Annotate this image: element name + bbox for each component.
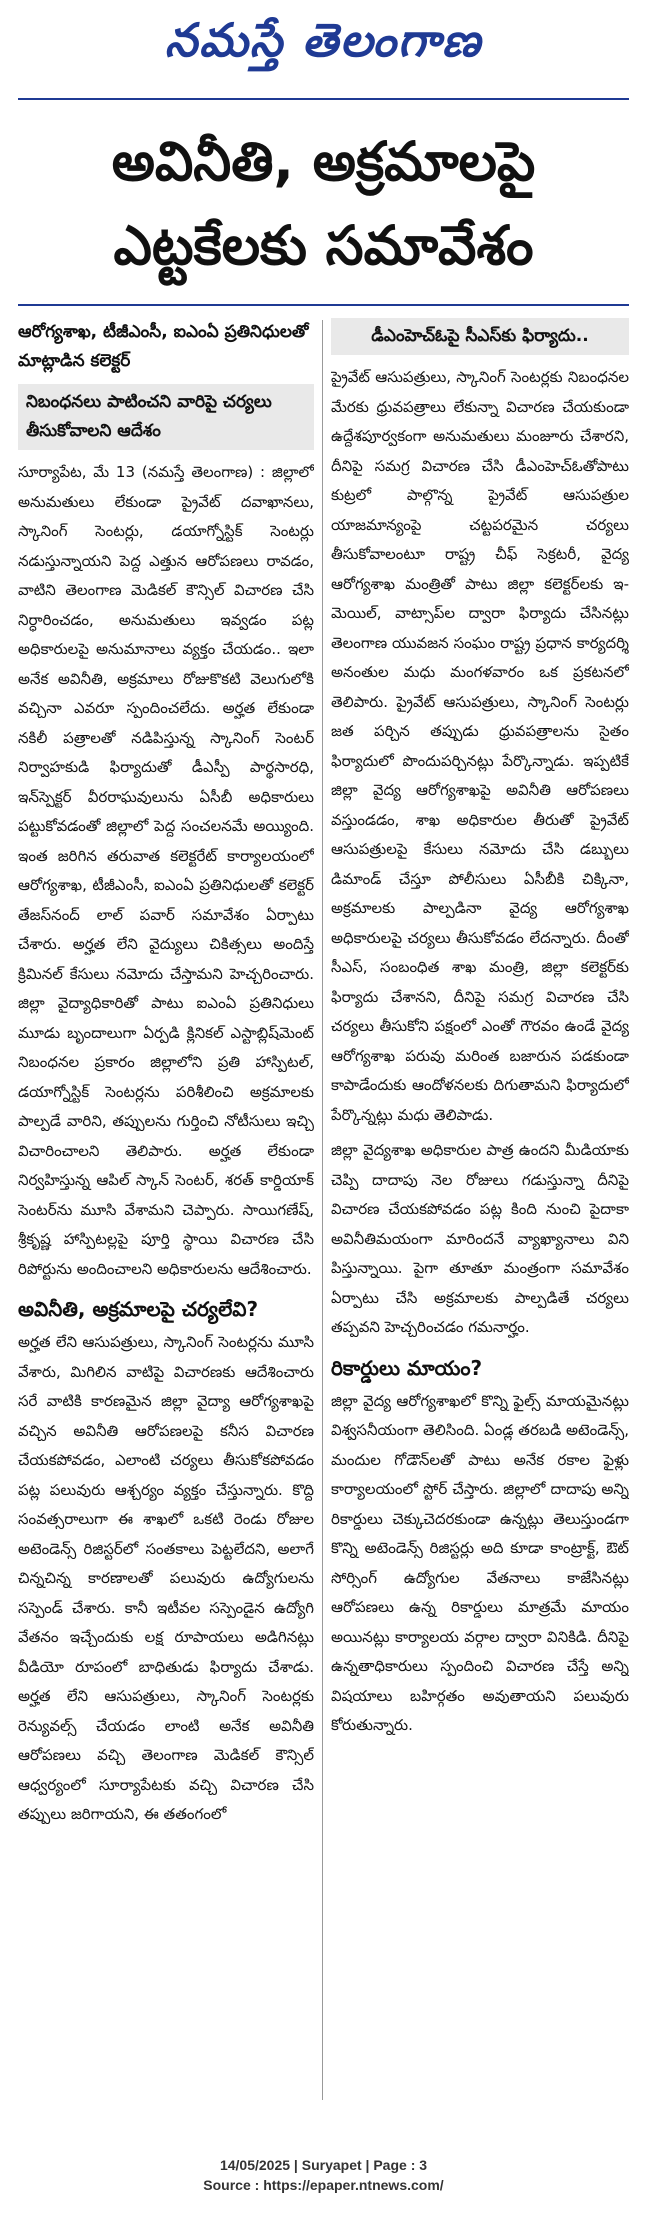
masthead-rule: [18, 98, 629, 100]
headline: [18, 120, 629, 288]
right-column: [331, 318, 629, 2150]
right-subhead-box: డీఎంహెచ్‌ఓపై సీఎస్‌కు ఫిర్యాదు..: [331, 318, 629, 355]
right-body-2: జిల్లా వైద్యశాఖ అధికారుల పాత్ర ఉందని మీడియాకు చెప్పి దాదాపు నెల రోజులు గడుస్తున్నా దీనిపై విచారణ చేయకపోవడం పట్ల కింది నుంచి పైదాకా అవినీతిమయంగా మారిందనే వ్యాఖ్యానాలు విని పిస్తున్నాయి. పైగా తూతూ మంత్రంగా సమావేశం ఏర్పాటు చేసి అక్రమాలకు పాల్పడితే చర్యలు తప్పవని హెచ్చరించడం గమనార్హం.: [331, 1141, 629, 1336]
right-body-3: జిల్లా వైద్య ఆరోగ్యశాఖలో కొన్ని ఫైల్స్ మాయమైనట్లు విశ్వసనీయంగా తెలిసింది. ఏండ్ల తరబడి అటెండెన్స్, మందుల గోడౌన్‌లతో పాటు అనేక రకాల ఫైళ్లు కార్యాలయంలో స్టోర్ చేస్తారు. జిల్లాలో దాదాపు అన్ని రికార్డులు చెక్కుచెదరకుండా ఉన్నట్లు తెలుస్తుండగా కొన్ని అటెండెన్స్ రిజిస్టర్లు అది కూడా కాంట్రాక్ట్, ఔట్ సోర్సింగ్ ఉద్యోగుల వేతనాలు కాజేసినట్లు ఆరోపణలు ఉన్న రికార్డులు మాత్రమే మాయం అయినట్లు కార్యాలయ వర్గాల ద్వారా వినికిడి. దీనిపై ఉన్నతాధికారులు స్పందించి విచారణ చేస్తే అన్ని విషయాలు బహిర్గతం అవుతాయని పలువురు కోరుతున్నారు.: [331, 1391, 629, 1734]
left-column: [18, 318, 314, 2150]
left-subhead: ఆరోగ్యశాఖ, టీజీఎంసీ, ఐఎంఏ ప్రతినిధులతో మాట్లాడిన కలెక్టర్: [18, 322, 309, 371]
left-section-heading: అవినీతి, అక్రమాలపై చర్యలేవి?: [18, 1297, 259, 1321]
footer: [0, 2155, 647, 2195]
right-body-1: ప్రైవేట్ ఆసుపత్రులు, స్కానింగ్ సెంటర్లకు నిబంధనల మేరకు ధ్రువపత్రాలు లేకున్నా విచారణ చేయకుండా ఉద్దేశపూర్వకంగా అనుమతులు మంజూరు చేశారని, దీనిపై సమగ్ర విచారణ చేసి డీఎంహెచ్‌ఓతోపాటు కుట్రలో పాల్గొన్న ప్రైవేట్ ఆసుపత్రుల యాజమాన్యంపై చట్టపరమైన చర్యలు తీసుకోవాలంటూ రాష్ట్ర చీఫ్ సెక్రటరీ, వైద్య ఆరోగ్యశాఖ మంత్రితో పాటు జిల్లా కలెక్టర్‌లకు ఇ-మెయిల్, వాట్సాప్‌ల ద్వారా ఫిర్యాదు చేసినట్లు తెలంగాణ యువజన సంఘం రాష్ట్ర ప్రధాన కార్యదర్శి అనంతుల మధు మంగళవారం ఒక ప్రకటనలో తెలిపారు. ప్రైవేట్ ఆసుపత్రులు, స్కానింగ్ సెంటర్లు జత పర్చిన తప్పుడు ధ్రువపత్రాలను సైతం ఫిర్యాదులో పొందుపర్చినట్లు పేర్కొన్నాడు. ఇప్పటికే జిల్లా వైద్య ఆరోగ్యశాఖపై అవినీతి ఆరోపణలు వస్తుండడం, శాఖ అధికారుల తీరుతో ప్రైవేట్ ఆసుపత్రులపై కేసులు నమోదు చేసి డబ్బులు డిమాండ్ చేస్తూ పోలీసులు ఏసీబీకి చిక్కినా, అక్రమాలకు పాల్పడినా వైద్య ఆరోగ్యశాఖ అధికారులపై చర్యలు తీసుకోవడం లేదన్నారు. దీంతో సీఎస్, సంబంధిత శాఖ మంత్రి, జిల్లా కలెక్టర్‌కు ఫిర్యాదు చేశానని, దీనిపై సమగ్ర విచారణ చేసి చర్యలు తీసుకోని పక్షంలో ఎంతో గౌరవం ఉండే వైద్య ఆరోగ్యశాఖ పరువు మరింత బజారున పడకుండా కాపాడేందుకు ఆందోళనలకు దిగుతామని ఫిర్యాదులో పేర్కొన్నట్లు మధు తెలిపాడు.: [331, 368, 629, 1124]
headline-line-1: అవినీతి, అక్రమాలపై: [111, 130, 536, 193]
left-subhead-box: నిబంధనలు పాటించని వారిపై చర్యలు తీసుకోవాలని ఆదేశం: [18, 384, 314, 450]
headline-line-2: ఎట్టకేలకు సమావేశం: [113, 214, 534, 277]
masthead-logo-text: నమస్తే తెలంగాణ: [164, 13, 483, 67]
footer-source: Source : https://epaper.ntnews.com/: [203, 2177, 444, 2193]
left-body-2: అర్హత లేని ఆసుపత్రులు, స్కానింగ్ సెంటర్లను మూసి వేశారు, మిగిలిన వాటిపై విచారణకు ఆదేశించారు సరే వాటికి కారణమైన జిల్లా వైద్యా ఆరోగ్యశాఖపై వచ్చిన అవినీతి ఆరోపణలపై కనీస విచారణ చేయకపోవడం, ఎలాంటి చర్యలు తీసుకోకపోవడం పట్ల పలువురు ఆశ్చర్యం వ్యక్తం చేస్తున్నారు. కొద్ది సంవత్సరాలుగా ఈ శాఖలో ఒకటి రెండు రోజుల అటెండెన్స్ రిజిస్టర్‌లో సంతకాలు పెట్టలేదని, అలాగే చిన్నచిన్న కారణాలతో పలువురు ఉద్యోగులను సస్పెండ్ చేశారు. కానీ ఇటీవల సస్పెండైన ఉద్యోగి వేతనం ఇచ్చేందుకు లక్ష రూపాయలు అడిగినట్లు వీడియో రూపంలో బాధితుడు ఫిర్యాదు చేశాడు. అర్హత లేని ఆసుపత్రులు, స్కానింగ్ సెంటర్లకు రెన్యువల్స్ చేయడం లాంటి అనేక అవినీతి ఆరోపణలు వచ్చి తెలంగాణ మెడికల్ కౌన్సిల్ ఆధ్వర్యంలో సూర్యాపేటకు వచ్చి విచారణ చేసి తప్పులు జరిగాయని, ఈ తతంగంలో: [18, 1333, 314, 1823]
right-section-heading: రికార్డులు మాయం?: [331, 1355, 483, 1380]
masthead: [0, 0, 647, 92]
footer-date-edition: 14/05/2025 | Suryapet | Page : 3: [219, 2157, 428, 2173]
headline-rule: [18, 304, 629, 306]
left-body-1: సూర్యాపేట, మే 13 (నమస్తే తెలంగాణ) : జిల్లాలో అనుమతులు లేకుండా ప్రైవేట్ దవాఖానలు, స్కానింగ్ సెంటర్లు, డయాగ్నోస్టిక్ సెంటర్లు నడుస్తున్నాయని పెద్ద ఎత్తున ఆరోపణలు రావడం, వాటిని తెలంగాణ మెడికల్ కౌన్సిల్ విచారణ చేసి నిర్ధారించడం, అనుమతులు ఇవ్వడం పట్ల అధికారులపై అనుమానాలు వ్యక్తం చేయడం.. ఇలా అనేక అవినీతి, అక్రమాలు రోజుకొకటి వెలుగులోకి వచ్చినా ఎవరూ స్పందించలేదు. అర్హత లేకుండా నకిలీ పత్రాలతో నడిపిస్తున్న స్కానింగ్ సెంటర్ నిర్వాహకుడి ఫిర్యాదుతో డీఎస్పీ పార్థసారధి, ఇన్‌స్పెక్టర్ వీరరాఘవులును ఏసీబీ అధికారులు పట్టుకోవడంతో జిల్లాలో పెద్ద సంచలనమే అయ్యింది. ఇంత జరిగిన తరువాత కలెక్టరేట్ కార్యాలయంలో ఆరోగ్యశాఖ, టీజీఎంసీ, ఐఎంఏ ప్రతినిధులతో కలెక్టర్ తేజస్‌నంద్ లాల్ పవార్ సమావేశం ఏర్పాటు చేశారు. అర్హత లేని వైద్యులు చికిత్సలు అందిస్తే క్రిమినల్ కేసులు నమోదు చేస్తామని హెచ్చరించారు. జిల్లా వైద్యాధికారితో పాటు ఐఎంఏ ప్రతినిధులు మూడు బృందాలుగా ఏర్పడి క్లినికల్ ఎస్టాబ్లిష్‌మెంట్ నిబంధనల ప్రకారం జిల్లాలోని ప్రతి హాస్పిటల్, డయాగ్నోస్టిక్ సెంటర్లను పరిశీలించి అక్రమాలకు పాల్పడే వారిని, తప్పులను గుర్తించి నోటీసులు ఇచ్చి విచారించాలని తెలిపారు. అర్హత లేకుండా నిర్వహిస్తున్న ఆపిల్ స్కాన్ సెంటర్, శరత్ కార్డియాక్ సెంటర్‌ను మూసి వేశామని చెప్పారు. సాయిగణేష్, శ్రీకృష్ణ హాస్పిటల్లపై పూర్తి స్థాయి విచారణ చేసి రిపోర్టును అందించాలని అధికారులను ఆదేశించారు.: [18, 463, 314, 1278]
column-divider: [322, 320, 323, 2100]
